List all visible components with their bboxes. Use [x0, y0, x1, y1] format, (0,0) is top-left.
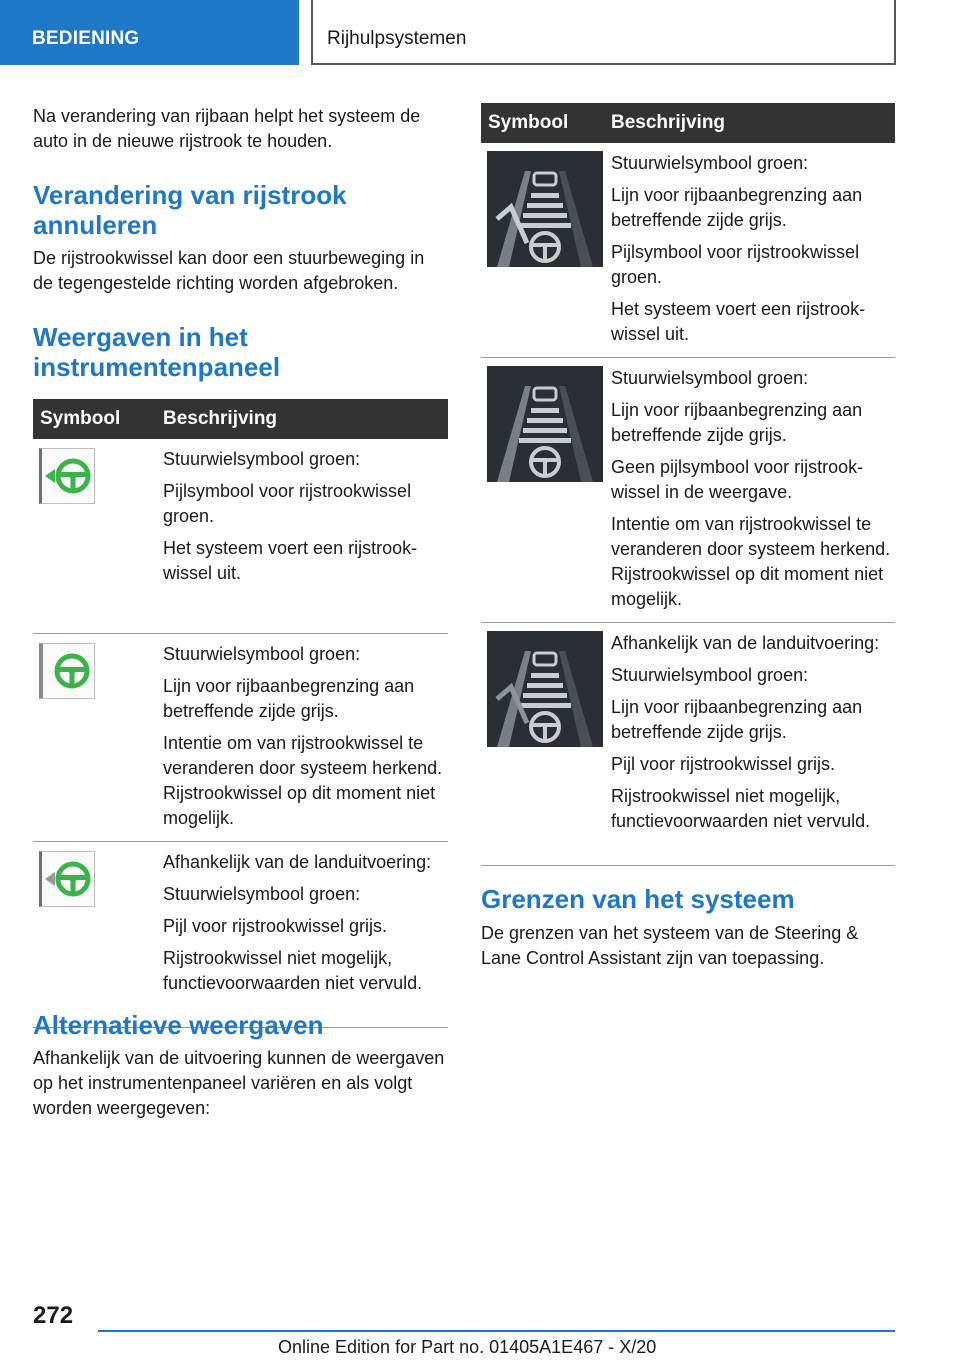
col-symbol: Symbool	[33, 399, 157, 439]
row-text: Stuurwielsymbool groen:	[163, 449, 361, 469]
alternative-paragraph: Afhankelijk van de uitvoering kunnen de weergaven op het instrumentenpaneel variëren en als volgt worden weergegeven:	[33, 1048, 445, 1118]
table-header	[33, 399, 448, 439]
col-description: Beschrijving	[605, 103, 895, 143]
col-description: Beschrijving	[157, 399, 448, 439]
row-text: Stuurwielsymbool groen:	[163, 643, 361, 664]
table-row	[481, 143, 895, 358]
cancel-paragraph: De rijstrookwissel kan door een stuurbeweging in de tegengestelde richting worden afgebroken.	[33, 248, 425, 293]
row-text: Pijlsymbool voor rijstrookwissel groen.	[611, 242, 860, 287]
row-text: Stuurwielsymbool groen:	[611, 665, 809, 685]
heading-alternative: Alternatieve weergaven	[33, 1010, 324, 1040]
row-text: Lijn voor rijbaanbegrenzing aan betreffende zijde grijs.	[611, 185, 863, 230]
table-row	[33, 633, 448, 841]
table-row	[481, 358, 895, 623]
row-text: Rijstrookwissel niet mogelijk, functievoorwaarden niet vervuld.	[611, 786, 871, 831]
row-text: Geen pijlsymbool voor rijstrookwissel in de weergave.	[611, 457, 864, 502]
row-text: Intentie om van rijstrookwissel te veranderen door systeem herkend. Rijstrookwissel op dit moment niet mogelijk.	[611, 514, 891, 609]
symbol-table-left	[33, 399, 448, 1028]
table-row	[33, 841, 448, 1027]
steering-wheel-arrow-icon	[39, 448, 95, 504]
row-text: Lijn voor rijbaanbegrenzing aan betreffende zijde grijs.	[163, 675, 415, 721]
limits-paragraph: De grenzen van het systeem van de Steering & Lane Control Assistant zijn van toepassing.	[481, 923, 859, 968]
section-header	[311, 0, 896, 65]
heading-cancel: Verandering van rijstrook annuleren	[33, 180, 347, 240]
footer-divider	[98, 1330, 895, 1332]
steering-wheel-grey-arrow-icon	[39, 851, 95, 907]
row-text: Lijn voor rijbaanbegrenzing aan betreffende zijde grijs.	[611, 697, 863, 742]
chapter-title: BEDIENING	[32, 28, 140, 49]
section-title: Rijhulpsystemen	[327, 28, 467, 49]
lane-display-arrow-icon	[487, 151, 603, 267]
row-text: Pijl voor rijstrookwissel grijs.	[163, 915, 388, 936]
row-text: Stuurwielsymbool groen:	[163, 883, 361, 904]
heading-display: Weergaven in het instrumentenpaneel	[33, 322, 281, 382]
row-text: Stuurwielsymbool groen:	[611, 153, 809, 173]
row-text: Pijlsymbool voor rijstrookwissel groen.	[163, 481, 412, 526]
symbol-table-right	[481, 103, 895, 866]
row-text: Stuurwielsymbool groen:	[611, 368, 809, 388]
chapter-tab	[0, 0, 299, 65]
heading-limits: Grenzen van het systeem	[481, 884, 795, 914]
page-number: 272	[33, 1302, 74, 1329]
lane-display-grey-arrow-icon	[487, 631, 603, 747]
row-text: Lijn voor rijbaanbegrenzing aan betreffende zijde grijs.	[611, 400, 863, 445]
row-text: Afhankelijk van de landuitvoering:	[611, 633, 880, 653]
lane-display-icon	[487, 366, 603, 482]
row-text: Afhankelijk van de landuitvoering:	[163, 851, 432, 872]
row-text: Intentie om van rijstrookwissel te veranderen door systeem herkend. Rijstrookwissel op dit moment niet mogelijk.	[163, 732, 443, 828]
table-row	[481, 623, 895, 866]
col-symbol: Symbool	[481, 103, 605, 143]
row-text: Het systeem voert een rijstrookwissel uit.	[163, 538, 418, 583]
intro-paragraph: Na verandering van rijbaan helpt het systeem de auto in de nieuwe rijstrook te houden.	[33, 106, 421, 151]
row-text: Rijstrookwissel niet mogelijk, functievoorwaarden niet vervuld.	[163, 947, 423, 993]
steering-wheel-lane-icon	[39, 643, 95, 699]
table-row	[33, 439, 448, 633]
row-text: Pijl voor rijstrookwissel grijs.	[611, 754, 836, 774]
row-text: Het systeem voert een rijstrookwissel uit.	[611, 299, 866, 344]
table-header	[481, 103, 895, 143]
edition-text: Online Edition for Part no. 01405A1E467 - X/20	[278, 1337, 657, 1357]
